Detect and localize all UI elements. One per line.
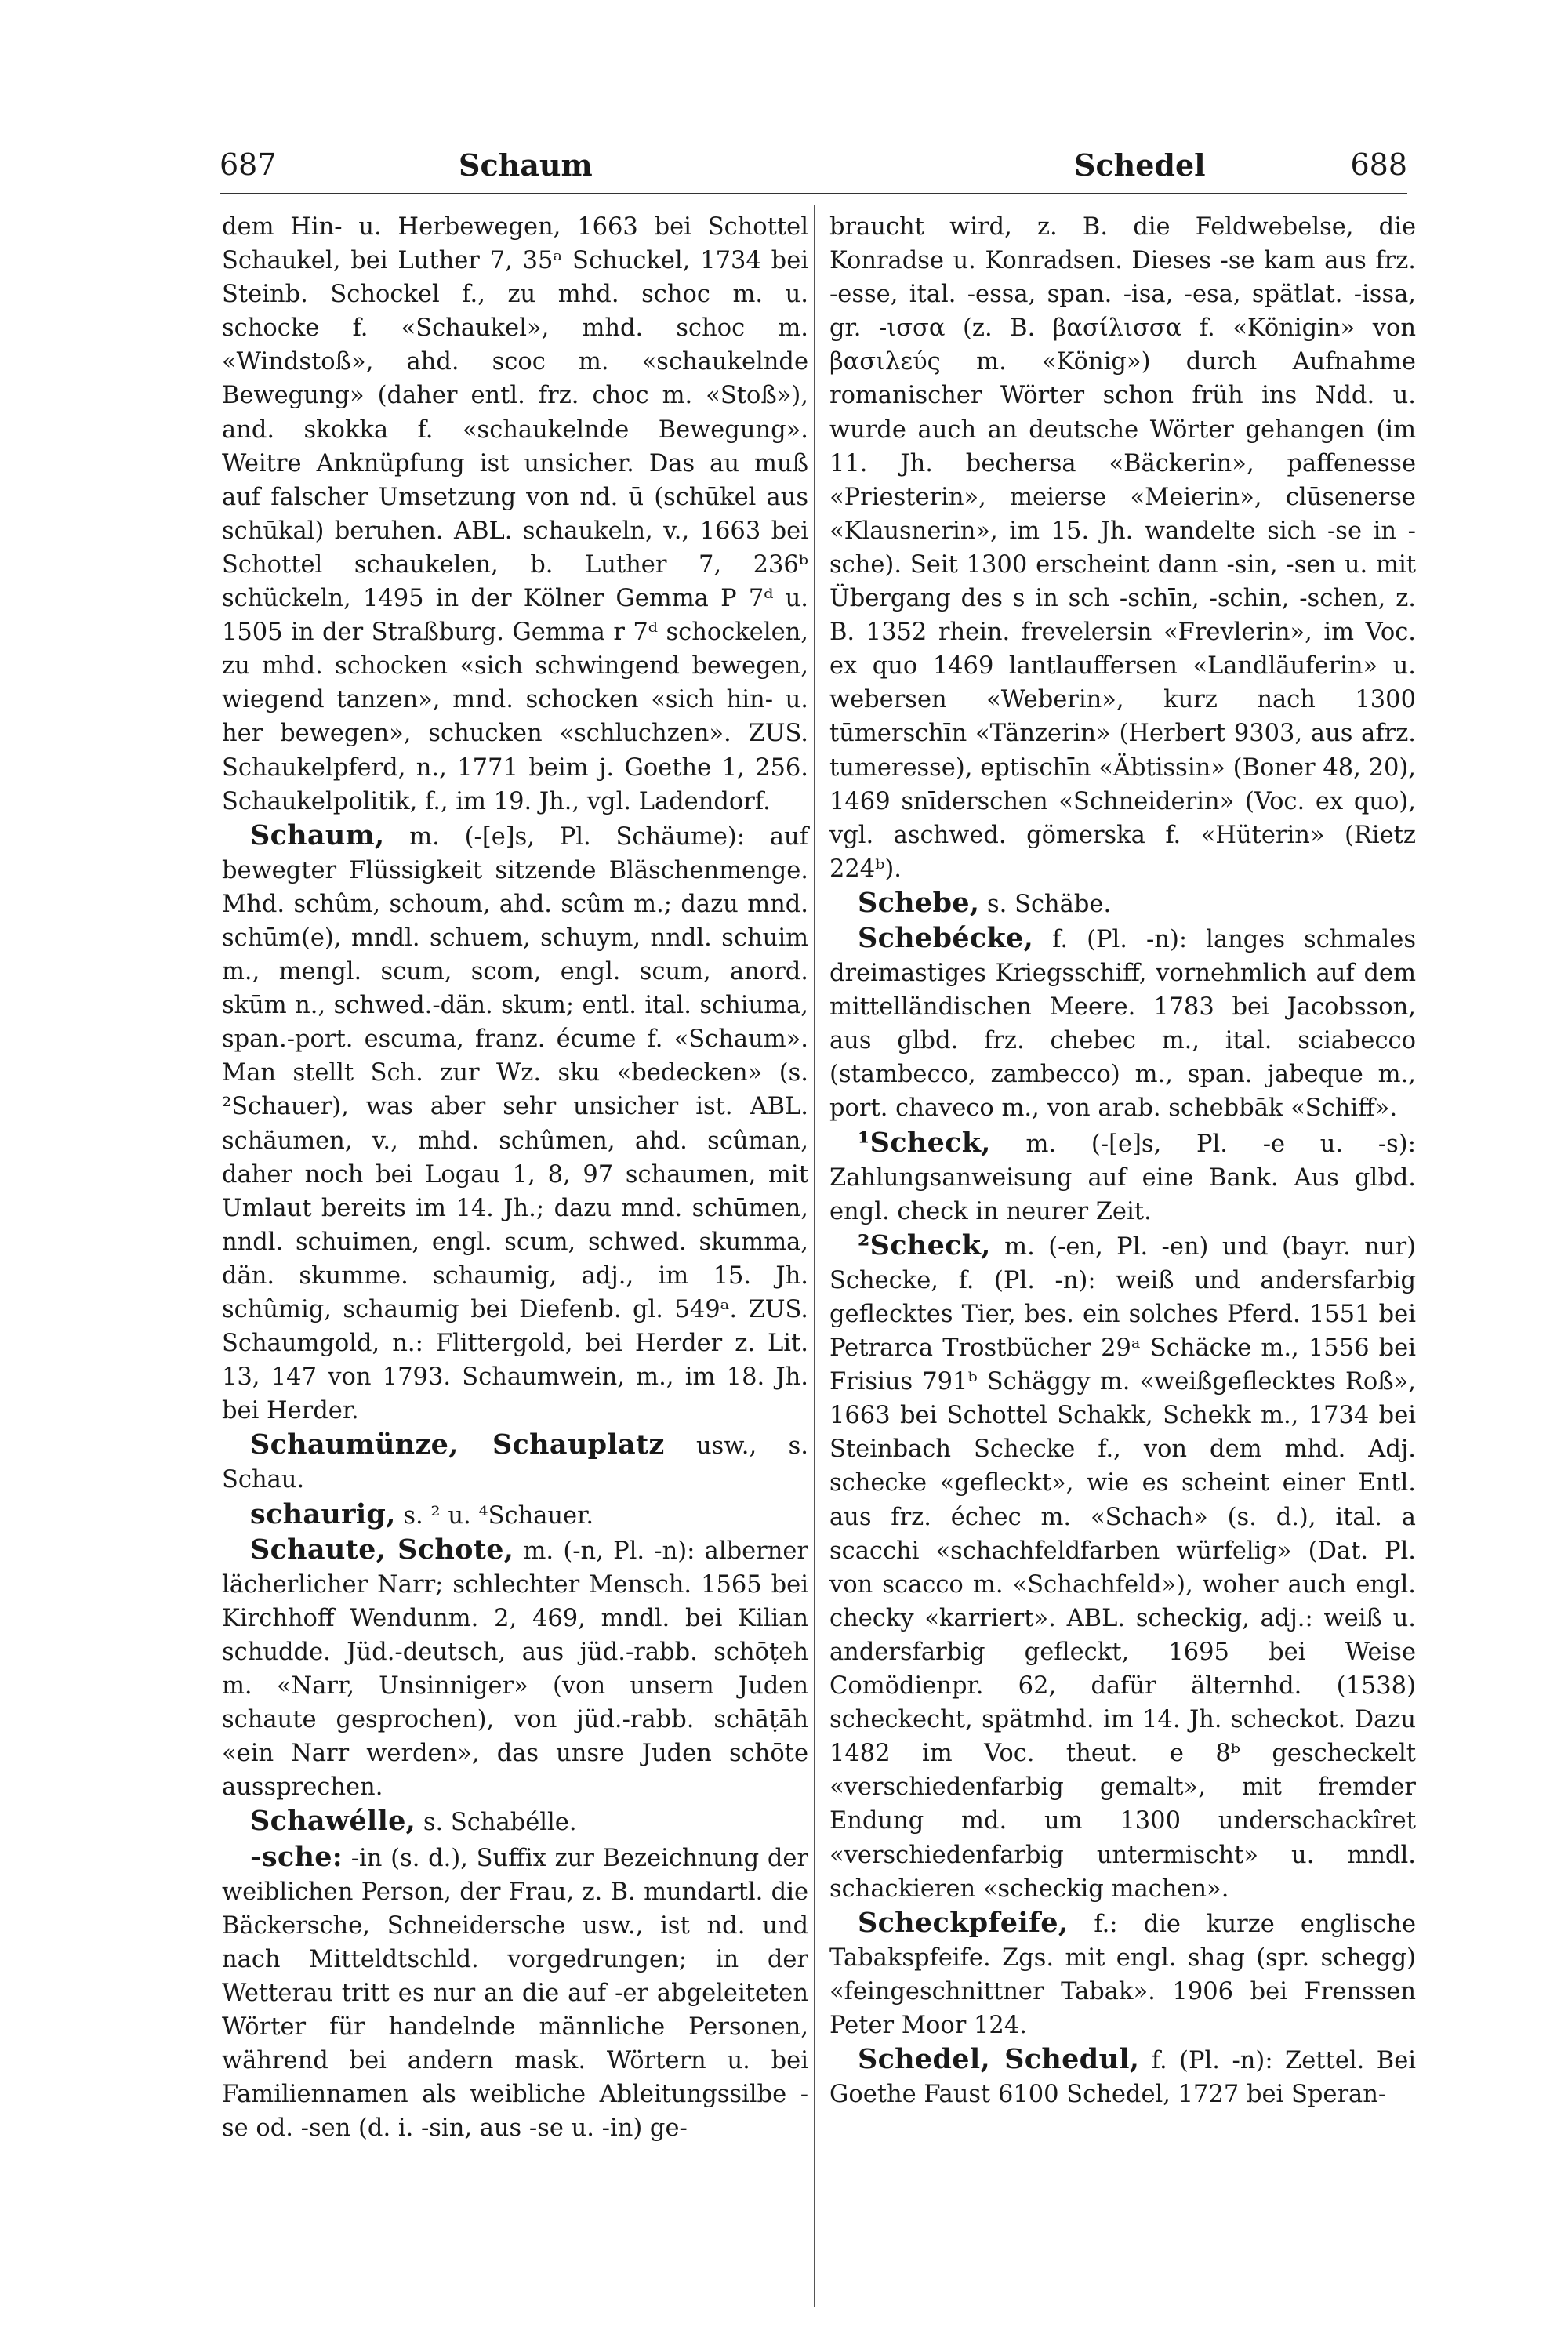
headword: schaurig, — [250, 1497, 396, 1530]
entry-continuation — [222, 210, 808, 818]
entry-text: f. (Pl. -n): langes schmales dreimastiges Kriegsschiff, vornehmlich auf dem mittelländischen Meere. 1783 bei Jacobsson, aus glbd. frz. chebec m., ital. sciabecco (stambecco, zambecco) m., span. jabeque m., port. chaveco m., von arab. schebbāk «Schiff». — [829, 925, 1416, 1123]
entry-scheckpfeife — [829, 1906, 1416, 2042]
entry-text: f.: die kurze englische Tabakspfeife. Zgs. mit engl. shag (spr. schegg) «feingeschnittner Tabak». 1906 bei Frenssen Peter Moor 124. — [829, 1910, 1416, 2039]
headword: Schebécke, — [858, 921, 1034, 954]
entry-schaum — [222, 818, 808, 1428]
headword: Schedel, Schedul, — [858, 2043, 1140, 2076]
headword: Schawélle, — [250, 1805, 416, 1838]
running-header — [220, 147, 1407, 194]
entry-scheck-1 — [829, 1126, 1416, 1229]
header-rule — [220, 193, 1407, 194]
entry-sche — [222, 1840, 808, 2146]
entry-text: s. Schabélle. — [416, 1809, 577, 1837]
entry-continuation — [829, 210, 1416, 886]
entry-text: m. (-[e]s, Pl. Schäume): auf bewegter Flüssigkeit sitzende Bläschenmenge. Mhd. schûm, schoum, ahd. scûm m.; dazu mnd. schūm(e), mndl. schuem, schuym, nndl. schuim m., mengl. scum, scom, engl. scum, anord. skūm n., schwed.-dän. skum; entl. ital. schiuma, span.-port. escuma, franz. écume f. «Schaum». Man stellt Sch. zur Wz. sku «bedecken» (s. ²Schauer), was aber sehr unsicher ist. ABL. schäumen, v., mhd. schûmen, ahd. scûman, daher noch bei Logau 1, 8, 97 schaumen, mit Umlaut bereits im 14. Jh.; dazu mnd. schūmen, nndl. schuimen, engl. scum, schwed. skumma, dän. skumme. schaumig, adj., im 15. Jh. schûmig, schaumig bei Diefenb. gl. 549ᵃ. ZUS. Schaumgold, n.: Flittergold, bei Herder z. Lit. 13, 147 von 1793. Schaumwein, m., im 18. Jh. bei Herder. — [222, 822, 808, 1425]
entry-text: m. (-[e]s, Pl. -e u. -s): Zahlungsanweisung auf eine Bank. Aus glbd. engl. check in neurer Zeit. — [829, 1130, 1416, 1225]
right-column — [829, 210, 1416, 2111]
entry-text: m. (-en, Pl. -en) und (bayr. nur) Schecke, f. (Pl. -n): weiß und andersfarbig geflecktes Tier, bes. ein solches Pferd. 1551 bei Petrarca Trostbücher 29ᵃ Schäcke m., 1556 bei Frisius 791ᵇ Schäggy m. «weißgeflecktes Roß», 1663 bei Schottel Schakk, Schekk m., 1734 bei Steinbach Schecke f., von dem mhd. Adj. schecke «gefleckt», wie es scheint einer Entl. aus frz. échec m. «Schach» (s. d.), ital. a scacchi «schachfeldfarben würfelig» (Dat. Pl. von scacco m. «Schachfeld»), woher auch engl. checky «karriert». ABL. scheckig, adj.: weiß u. andersfarbig gefleckt, 1695 bei Weise Comödienpr. 62, dafür älternhd. (1538) scheckecht, spätmhd. im 14. Jh. scheckot. Dazu 1482 im Voc. theut. e 8ᵇ gescheckelt «verschiedenfarbig gemalt», mit fremder Endung md. um 1300 underschackîret «verschiedenfarbig untermischt» u. mndl. schackieren «scheckig machen». — [829, 1232, 1416, 1903]
entry-text: s. ² u. ⁴Schauer. — [395, 1501, 594, 1530]
headword: -sche: — [250, 1840, 343, 1873]
right-page-number: 688 — [1350, 147, 1407, 182]
left-column — [222, 210, 808, 2145]
entry-text: usw., s. Schau. — [222, 1432, 808, 1494]
headword: Schaum, — [250, 818, 385, 851]
entry-text: -in (s. d.), Suffix zur Bezeichnung der weiblichen Person, der Frau, z. B. mundartl. die Bäckersche, Schneidersche usw., ist nd. und nach Mitteldtschld. vorgedrungen; in der Wetterau tritt es nur an die auf -er abgeleiteten Wörter für handelnde männliche Personen, während bei andern mask. Wörtern u. bei Familiennamen als weibliche Ableitungssilbe -se od. -sen (d. i. -sin, aus -se u. -in) ge- — [222, 1844, 808, 2143]
entry-schaurig — [222, 1497, 808, 1533]
headword: Schebe, — [858, 886, 980, 919]
entry-text: braucht wird, z. B. die Feldwebelse, die Konradse u. Konradsen. Dieses -se kam aus frz. -esse, ital. -essa, span. -isa, -esa, spätlat. -issa, gr. -ισσα (z. B. βασίλισσα f. «Königin» von βασιλεύς m. «König») durch Aufnahme romanischer Wörter schon früh ins Ndd. u. wurde auch an deutsche Wörter gehangen (im 11. Jh. bechersa «Bäckerin», paffenesse «Priesterin», meierse «Meierin», clūsenerse «Klausnerin», im 15. Jh. wandelte sich -se in -sche). Seit 1300 erscheint dann -sin, -sen u. mit Übergang des s in sch -schīn, -schin, -schen, z. B. 1352 rhein. frevelersin «Frevlerin», im Voc. ex quo 1469 lantlauffersen «Landläuferin» u. webersen «Weberin», kurz nach 1300 tūmerschīn «Tänzerin» (Herbert 9303, aus afrz. tumeresse), eptischīn «Äbtissin» (Boner 48, 20), 1469 snīderschen «Schneiderin» (Voc. ex quo), vgl. aschwed. gömerska f. «Hüterin» (Rietz 224ᵇ). — [829, 213, 1416, 883]
entry-scheck-2 — [829, 1229, 1416, 1906]
column-divider — [814, 205, 815, 2307]
entry-schaute — [222, 1533, 808, 1805]
headword: Schaumünze, Schauplatz — [250, 1428, 665, 1461]
right-guide-word: Schedel — [1074, 147, 1206, 183]
headword: ²Scheck, — [858, 1229, 991, 1261]
entry-schawelle — [222, 1804, 808, 1839]
headword: Schaute, Schote, — [250, 1533, 514, 1566]
left-page-number: 687 — [220, 147, 277, 182]
entry-schebe — [829, 886, 1416, 921]
headword: ¹Scheck, — [858, 1126, 991, 1159]
left-guide-word: Schaum — [459, 147, 593, 183]
entry-schaumuenze — [222, 1428, 808, 1497]
entry-schebecke — [829, 921, 1416, 1126]
entry-text: s. Schäbe. — [979, 890, 1112, 918]
entry-text: f. (Pl. -n): Zettel. Bei Goethe Faust 6100 Schedel, 1727 bei Speran- — [829, 2047, 1417, 2109]
headword: Scheckpfeife, — [858, 1906, 1069, 1939]
entry-text: m. (-n, Pl. -n): alberner lächerlicher Narr; schlechter Mensch. 1565 bei Kirchhoff Wendunm. 2, 469, mndl. bei Kilian schudde. Jüd.-deutsch, aus jüd.-rabb. schōṭeh m. «Narr, Unsinniger» (von unsern Juden schaute gesprochen), von jüd.-rabb. schāṭāh «ein Narr werden», das unsre Juden schōte aussprechen. — [222, 1537, 808, 1802]
entry-text: dem Hin- u. Herbewegen, 1663 bei Schottel Schaukel, bei Luther 7, 35ᵃ Schuckel, 1734 bei Steinb. Schockel f., zu mhd. schoc m. u. schocke f. «Schaukel», mhd. schoc m. «Windstoß», ahd. scoc m. «schaukelnde Bewegung» (daher entl. frz. choc m. «Stoß»), and. skokka f. «schaukelnde Bewegung». Weitre Anknüpfung ist unsicher. Das au muß auf falscher Umsetzung von nd. ū (schūkel aus schūkal) beruhen. ABL. schaukeln, v., 1663 bei Schottel schaukelen, b. Luther 7, 236ᵇ schückeln, 1495 in der Kölner Gemma P 7ᵈ u. 1505 in der Straßburg. Gemma r 7ᵈ schockelen, zu mhd. schocken «sich schwingend bewegen, wiegend tanzen», mnd. schocken «sich hin- u. her bewegen», schucken «schluchzen». ZUS. Schaukelpferd, n., 1771 beim j. Goethe 1, 256. Schaukelpolitik, f., im 19. Jh., vgl. Ladendorf. — [222, 213, 808, 815]
entry-schedel — [829, 2042, 1416, 2111]
